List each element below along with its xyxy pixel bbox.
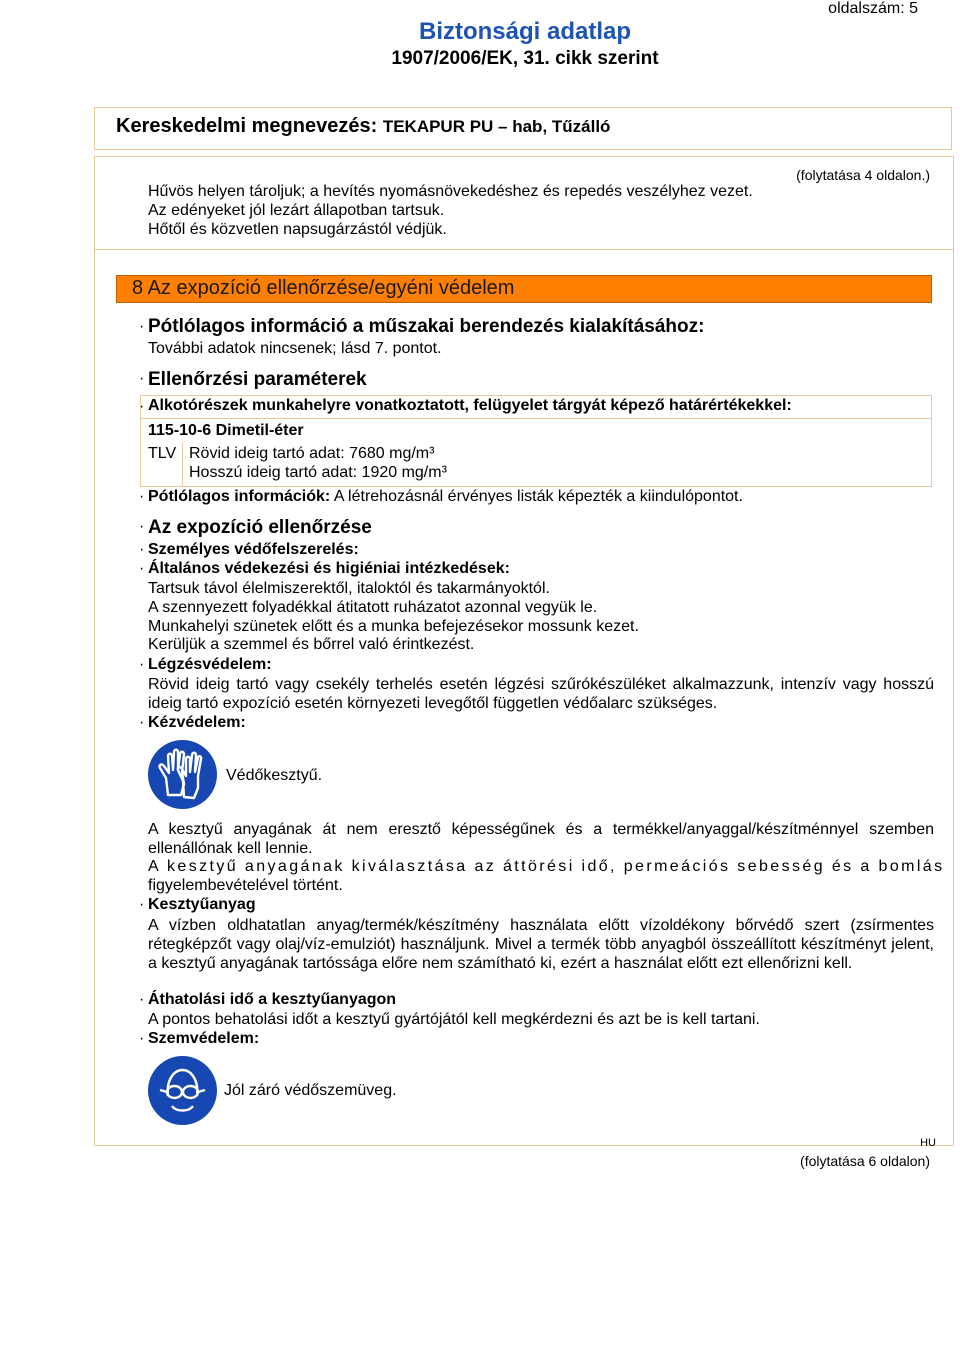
hygiene-line: Tartsuk távol élelmiszerektől, italoktól és takarmányoktól. bbox=[148, 580, 550, 597]
bullet-dot: · bbox=[139, 488, 145, 505]
bullet-dot: · bbox=[139, 318, 145, 335]
storage-line: Hűvös helyen tároljuk; a hevítés nyomásnövekedéshez és repedés veszélyhez vezet. bbox=[148, 183, 753, 200]
goggles-pictogram-icon bbox=[148, 1056, 217, 1125]
continued-on: (folytatása 6 oldalon) bbox=[800, 1153, 930, 1169]
hand-heading: Kézvédelem: bbox=[148, 714, 246, 731]
hand-text-selection: A kesztyű anyagának kiválasztása az áttörési idő, permeációs sebesség és a bomlás bbox=[148, 858, 945, 875]
additional-info-label: Pótlólagos információk: bbox=[148, 488, 331, 505]
storage-line: Hőtől és közvetlen napsugárzástól védjük. bbox=[148, 221, 447, 238]
tlv-long-term: Hosszú ideig tartó adat: 1920 mg/m³ bbox=[189, 464, 447, 481]
goggles-icon bbox=[148, 1056, 217, 1125]
table-divider bbox=[182, 442, 183, 486]
document-subtitle: 1907/2006/EK, 31. cikk szerint bbox=[391, 48, 659, 69]
bullet-dot: · bbox=[139, 541, 145, 558]
hand-text-selection-end: figyelembevételével történt. bbox=[148, 877, 343, 894]
hygiene-line: Munkahelyi szünetek előtt és a munka befejezésekor mossunk kezet. bbox=[148, 618, 639, 635]
table-divider bbox=[140, 418, 932, 419]
tlv-label: TLV bbox=[148, 445, 177, 462]
glove-material-heading: Kesztyűanyag bbox=[148, 896, 256, 913]
technical-heading: Pótlólagos információ a műszakai berendezés kialakításához: bbox=[148, 316, 705, 337]
goggles-caption: Jól záró védőszemüveg. bbox=[224, 1082, 397, 1099]
substance-name: 115-10-6 Dimetil-éter bbox=[148, 422, 304, 439]
penetration-text: A pontos behatolási időt a kesztyű gyártójától kell megkérdezni és azt be is kell tartani. bbox=[148, 1011, 760, 1028]
exposure-heading: Az expozíció ellenőrzése bbox=[148, 517, 372, 538]
technical-text: További adatok nincsenek; lásd 7. pontot. bbox=[148, 340, 442, 357]
respiratory-text: Rövid ideig tartó vagy csekély terhelés esetén légzési szűrókészüléket alkalmazzunk, intenzív vagy hosszú ideig tartó expozíció esetén környezeti levegőtől független védőalarc szükséges. bbox=[148, 676, 934, 712]
document-title: Biztonsági adatlap bbox=[418, 18, 632, 45]
page-number: oldalszám: 5 bbox=[828, 0, 918, 17]
bullet-dot: · bbox=[139, 518, 145, 535]
penetration-heading: Áthatolási idő a kesztyűanyagon bbox=[148, 991, 397, 1008]
additional-info bbox=[148, 488, 743, 506]
respiratory-heading: Légzésvédelem: bbox=[148, 656, 272, 673]
glove-caption: Védőkesztyű. bbox=[226, 767, 323, 784]
bullet-dot: · bbox=[139, 370, 145, 387]
section-8-title: 8 Az expozíció ellenőrzése/egyéni védelem bbox=[132, 277, 515, 299]
hygiene-heading: Általános védekezési és higiéniai intézkedések: bbox=[148, 560, 510, 577]
trade-name bbox=[116, 115, 610, 138]
ppe-heading: Személyes védőfelszerelés: bbox=[148, 541, 359, 558]
additional-info-text: A létrehozásnál érvényes listák képezték a kiindulópontot. bbox=[333, 488, 743, 505]
bullet-dot: · bbox=[139, 398, 145, 415]
bullet-dot: · bbox=[139, 991, 145, 1008]
eye-heading: Szemvédelem: bbox=[148, 1030, 260, 1047]
hygiene-line: A szennyezett folyadékkal átitatott ruházatot azonnal vegyük le. bbox=[148, 599, 598, 616]
limits-heading: Alkotórészek munkahelyre vonatkoztatott, felügyelet tárgyát képező határértékekkel: bbox=[148, 397, 792, 414]
tlv-short-term: Rövid ideig tartó adat: 7680 mg/m³ bbox=[189, 445, 435, 462]
bullet-dot: · bbox=[139, 656, 145, 673]
glove-material-text: A vízben oldhatatlan anyag/termék/készítmény használata előtt vízoldékony bőrvédő szert (zsírmentes rétegképzőt vagy olaj/víz-emulziót) használjunk. Mivel a termék több anyagból összeállított készítményt jelent, a kesztyű anyagának tartóssága előre nem számítható ki, ezért a használat előtt ezt ellenőrizni kell. bbox=[148, 917, 934, 972]
control-params-heading: Ellenőrzési paraméterek bbox=[148, 369, 367, 390]
bullet-dot: · bbox=[139, 560, 145, 577]
storage-line: Az edényeket jól lezárt állapotban tartsuk. bbox=[148, 202, 445, 219]
trade-name-label: Kereskedelmi megnevezés: bbox=[116, 115, 378, 137]
glove-icon bbox=[148, 740, 217, 809]
continued-from: (folytatása 4 oldalon.) bbox=[796, 167, 930, 183]
hand-text: A kesztyű anyagának át nem eresztő képességűnek és a termékkel/anyaggal/készítménnyel szemben ellenállónak kell lennie. bbox=[148, 821, 934, 857]
hygiene-line: Kerüljük a szemmel és bőrrel való érintkezést. bbox=[148, 636, 475, 653]
language-code: HU bbox=[920, 1137, 936, 1149]
bullet-dot: · bbox=[139, 896, 145, 913]
bullet-dot: · bbox=[139, 1030, 145, 1047]
bullet-dot: · bbox=[139, 714, 145, 731]
glove-pictogram-icon bbox=[148, 740, 217, 809]
trade-name-product: TEKAPUR PU – hab, Tűzálló bbox=[382, 117, 611, 136]
